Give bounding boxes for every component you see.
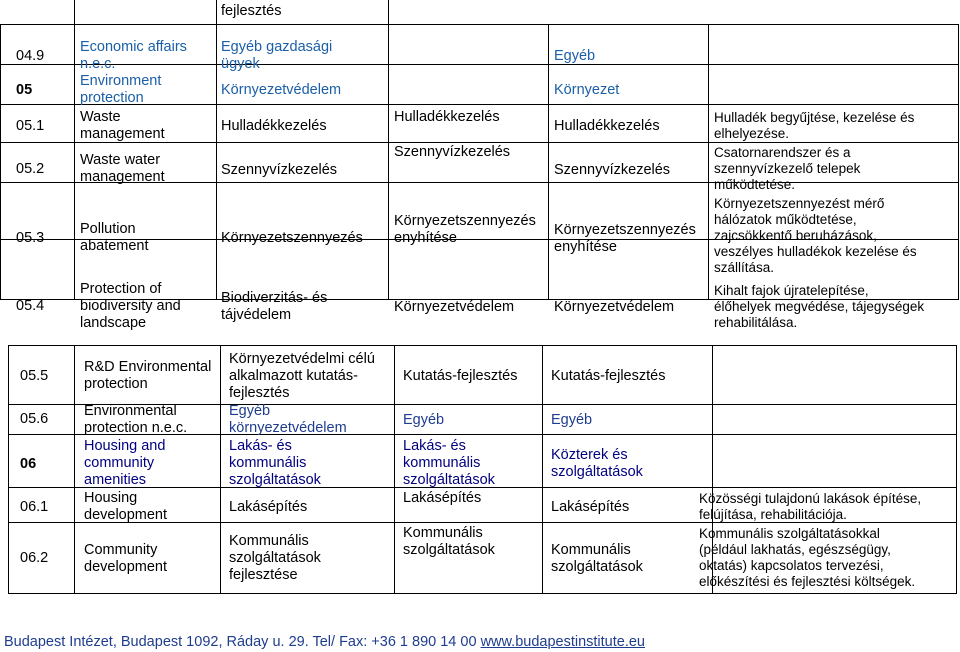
hu-cell: Környezetvédelmi célú alkalmazott kutatás- fejlesztés (229, 351, 375, 401)
hu-cell: Lakásépítés (229, 499, 308, 515)
short-cell: Közterek és szolgáltatások (551, 447, 643, 480)
name-cell: Economic affairs n.e.c. (80, 39, 187, 72)
short-cell: Szennyvízkezelés (394, 144, 511, 160)
footer-address: Budapest Intézet, Budapest 1092, Ráday u. 29. Tel/ Fax: +36 1 890 14 00 (4, 634, 481, 650)
name-cell: Community development (84, 542, 168, 575)
code-cell: 06.1 (20, 499, 49, 515)
name-cell: Waste water management (80, 152, 165, 185)
footer-website-link[interactable]: www.budapestinstitute.eu (480, 634, 645, 650)
short-cell: Lakásépítés (551, 499, 630, 515)
short-cell: Környezetvédelem (394, 299, 515, 315)
hu-cell: Szennyvízkezelés (221, 162, 338, 178)
name-cell: Environmental protection n.e.c. (84, 403, 188, 436)
hu-cell: Kommunális szolgáltatások fejlesztése (229, 533, 321, 583)
hu-cell: Egyéb környezetvédelem (229, 403, 347, 436)
short-cell: Környezetszennyezés enyhítése (394, 213, 536, 246)
short-cell: Kommunális szolgáltatások (551, 542, 643, 575)
name-cell: Pollution abatement (80, 221, 149, 254)
short-cell: Környezetszennyezés enyhítése (554, 222, 696, 255)
description-cell: Kommunális szolgáltatásokkal (például lakhatás, egészségügy, oktatás) kapcsolatos tervezési, előkészítési és fejlesztési költségek. (699, 526, 916, 589)
code-cell: 05 (16, 82, 33, 98)
name-cell: R&D Environmental protection (84, 359, 212, 392)
short-cell: Szennyvízkezelés (554, 162, 671, 178)
name-cell: Environment protection (80, 73, 162, 106)
hu-cell: Környezetszennyezés (221, 230, 363, 246)
description-cell: Csatornarendszer és a szennyvízkezelő telepek működtetése. (714, 145, 861, 192)
code-cell: 05.5 (20, 368, 49, 384)
continuation-text: fejlesztés (221, 3, 282, 19)
short-cell: Lakásépítés (403, 490, 482, 506)
short-cell: Kutatás-fejlesztés (403, 368, 518, 384)
description-cell: Környezetszennyezést mérő hálózatok működtetése, zajcsökkentő beruházások, veszélyes hulladékok kezelése és szállítása. (714, 196, 917, 275)
name-cell: Waste management (80, 109, 165, 142)
short-cell: Egyéb (551, 412, 593, 428)
page-footer (4, 634, 645, 650)
name-cell: Protection of biodiversity and landscape (80, 281, 181, 331)
description-cell: Hulladék begyűjtése, kezelése és elhelyezése. (714, 110, 915, 141)
hu-cell: Lakás- és kommunális szolgáltatások (229, 438, 321, 488)
short-cell: Környezetvédelem (554, 299, 675, 315)
short-cell: Egyéb (554, 48, 596, 64)
short-cell: Hulladékkezelés (554, 118, 660, 134)
code-cell: 06.2 (20, 550, 49, 566)
code-cell: 06 (20, 456, 37, 472)
short-cell: Egyéb (403, 412, 445, 428)
short-cell: Környezet (554, 82, 620, 98)
description-cell: Közösségi tulajdonú lakások építése, felújítása, rehabilitációja. (699, 491, 922, 522)
code-cell: 05.3 (16, 230, 45, 246)
hu-cell: Egyéb gazdasági ügyek (221, 39, 333, 72)
code-cell: 04.9 (16, 48, 45, 64)
code-cell: 05.4 (16, 298, 45, 314)
short-cell: Lakás- és kommunális szolgáltatások (403, 438, 495, 488)
hu-cell: Környezetvédelem (221, 82, 342, 98)
code-cell: 05.2 (16, 161, 45, 177)
code-cell: 05.1 (16, 118, 45, 134)
hu-cell: Biodiverzitás- és tájvédelem (221, 290, 328, 323)
name-cell: Housing and community amenities (84, 438, 166, 488)
short-cell: Hulladékkezelés (394, 109, 500, 125)
code-cell: 05.6 (20, 411, 49, 427)
short-cell: Kommunális szolgáltatások (403, 525, 495, 558)
short-cell: Kutatás-fejlesztés (551, 368, 666, 384)
hu-cell: Hulladékkezelés (221, 118, 327, 134)
description-cell: Kihalt fajok újratelepítése, élőhelyek megvédése, tájegységek rehabilitálása. (714, 283, 925, 330)
name-cell: Housing development (84, 490, 168, 523)
